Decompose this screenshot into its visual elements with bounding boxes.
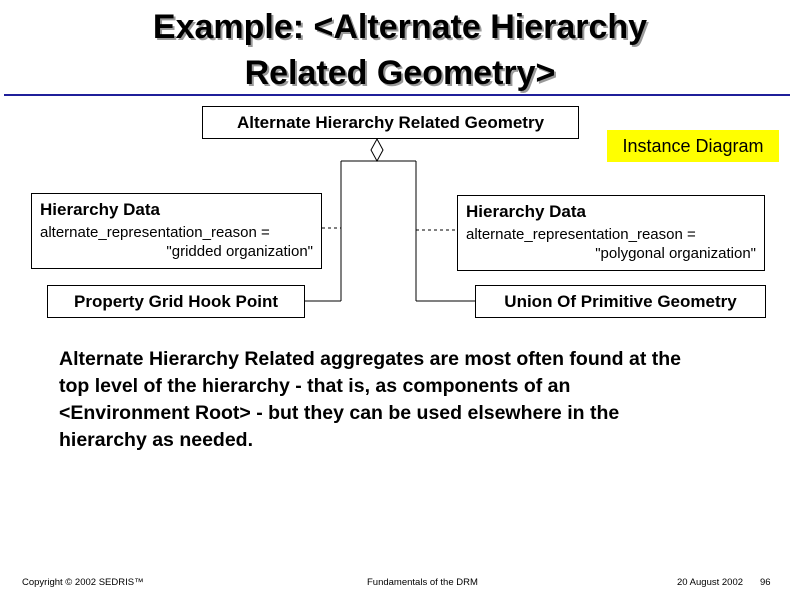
hierarchy-data-left-box xyxy=(31,193,322,269)
body-paragraph xyxy=(59,346,779,454)
footer-course-title: Fundamentals of the DRM xyxy=(367,577,478,588)
slide-title-line-2: Related Geometry> xyxy=(244,54,556,92)
footer-copyright: Copyright © 2002 SEDRIS™ xyxy=(22,577,144,588)
union-of-primitive-geometry-label: Union Of Primitive Geometry xyxy=(504,292,737,311)
property-grid-hook-point-label: Property Grid Hook Point xyxy=(73,292,279,311)
footer-page-number: 96 xyxy=(760,577,771,588)
body-line: Alternate Hierarchy Related aggregates are most often found at the xyxy=(59,348,681,370)
instance-diagram-badge: Instance Diagram xyxy=(607,130,779,162)
hierarchy-data-right-value: "polygonal organization" xyxy=(595,245,756,262)
union-of-primitive-geometry-box xyxy=(475,285,766,318)
property-grid-hook-point-box xyxy=(47,285,305,318)
hierarchy-data-left-title: Hierarchy Data xyxy=(40,200,161,219)
hierarchy-data-right-attribute: alternate_representation_reason = xyxy=(466,226,696,243)
root-class-box xyxy=(202,106,579,139)
slide-title-line-1: Example: <Alternate Hierarchy xyxy=(152,8,648,46)
hierarchy-data-left-value: "gridded organization" xyxy=(166,243,313,260)
body-line: hierarchy as needed. xyxy=(59,429,254,451)
body-line: <Environment Root> - but they can be used elsewhere in the xyxy=(59,402,620,424)
hierarchy-data-left-attribute: alternate_representation_reason = xyxy=(40,224,270,241)
aggregation-diamond-icon xyxy=(371,139,383,161)
footer-date: 20 August 2002 xyxy=(677,577,744,588)
hierarchy-data-right-box xyxy=(457,195,765,271)
body-line: top level of the hierarchy - that is, as components of an xyxy=(59,375,571,397)
hierarchy-data-right-title: Hierarchy Data xyxy=(466,202,587,221)
root-class-label: Alternate Hierarchy Related Geometry xyxy=(236,113,545,132)
